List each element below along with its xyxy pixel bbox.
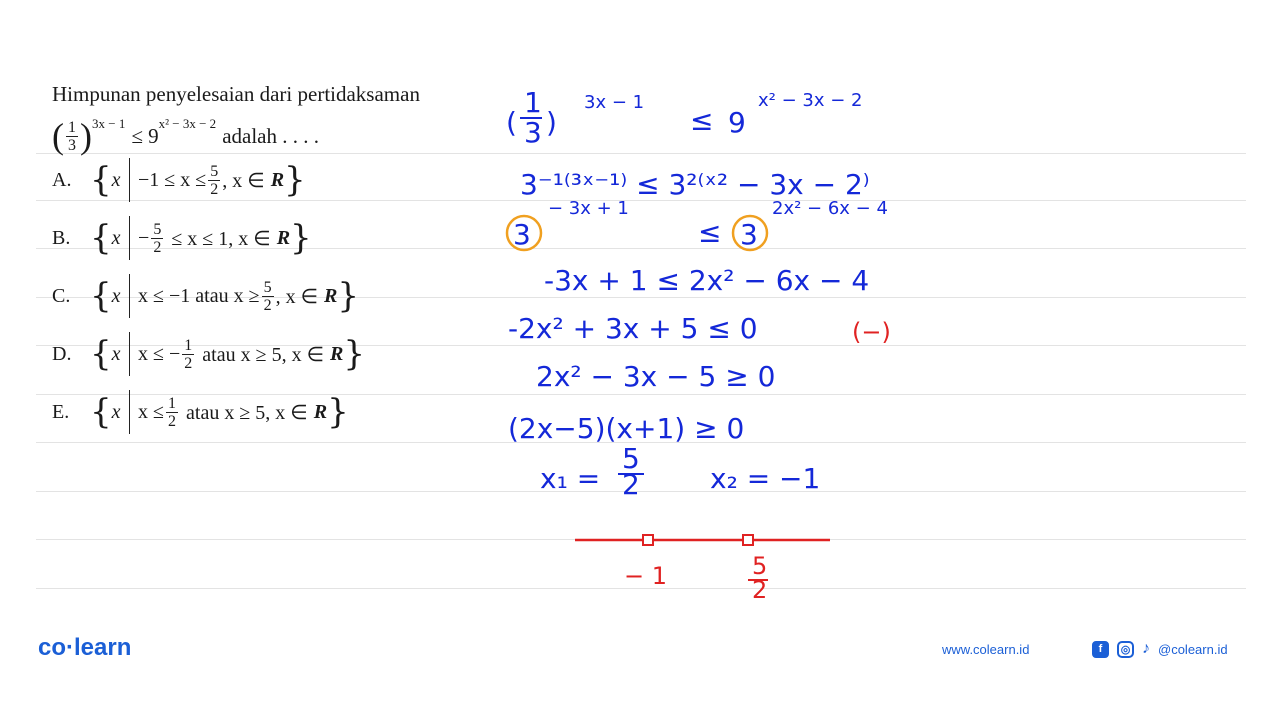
problem-tail: adalah . . . . (222, 123, 319, 148)
solution-line-6: 2x² − 3x − 5 ≥ 0 (536, 360, 776, 393)
solution-line-7: (2x−5)(x+1) ≥ 0 (508, 412, 745, 445)
solution-line-3 (507, 198, 888, 251)
roots (540, 442, 820, 501)
svg-text:(: ( (506, 106, 517, 139)
svg-text:3: 3 (513, 218, 531, 251)
number-line-label-right-num: 5 (752, 552, 768, 580)
svg-text:≤: ≤ (690, 104, 714, 137)
svg-text:2x² − 6x − 4: 2x² − 6x − 4 (772, 198, 888, 219)
number-line-label-left: − 1 (624, 562, 668, 590)
svg-text:2: 2 (622, 468, 640, 501)
svg-text:− 3x + 1: − 3x + 1 (548, 198, 629, 219)
svg-text:x² − 3x − 2: x² − 3x − 2 (758, 90, 863, 111)
svg-text:1: 1 (524, 86, 542, 119)
social-links (1092, 640, 1228, 658)
svg-text:3x − 1: 3x − 1 (584, 92, 645, 113)
root-x2: x₂ = −1 (710, 462, 821, 495)
svg-text:3: 3 (524, 116, 542, 149)
solution-line-2: 3⁻¹⁽³ˣ⁻¹⁾ ≤ 3²⁽ˣ² − 3x − 2⁾ (520, 168, 870, 201)
number-line-label-right-den: 2 (752, 576, 768, 604)
problem-title: Himpunan penyelesaian dari pertidaksaman (52, 82, 420, 106)
tiktok-icon[interactable]: ♪ (1142, 640, 1150, 657)
svg-text:3: 3 (740, 218, 758, 251)
sign-note: (−) (852, 318, 891, 346)
instagram-icon[interactable]: ◎ (1117, 641, 1134, 658)
social-handle[interactable]: @colearn.id (1158, 641, 1228, 657)
svg-text:5: 5 (622, 442, 640, 475)
option-c[interactable]: C. { x x ≤ −1 atau x ≥ $\frac{5}{2}$ , x ∈ R } (52, 276, 359, 316)
option-e[interactable]: E. { x x ≤ $\frac{1}{2}$ atau x ≥ 5, x ∈ R } (52, 392, 349, 432)
open-point (743, 535, 753, 545)
solution-line-1 (506, 86, 862, 149)
solution-line-4: -3x + 1 ≤ 2x² − 6x − 4 (544, 264, 870, 297)
open-point (643, 535, 653, 545)
option-a[interactable]: A. { x −1 ≤ x ≤ $\frac{5}{2}$ , x ∈ R } (52, 160, 306, 200)
root-x1: x₁ = (540, 462, 601, 495)
website-link[interactable]: www.colearn.id (942, 642, 1030, 657)
facebook-icon[interactable]: f (1092, 641, 1109, 658)
number-line (575, 535, 830, 604)
solution-line-5: -2x² + 3x + 5 ≤ 0 (508, 312, 758, 345)
svg-text:9: 9 (728, 106, 746, 139)
svg-text:): ) (546, 106, 557, 139)
svg-text:≤: ≤ (698, 216, 722, 249)
option-d[interactable]: D. { x x ≤ − $\frac{1}{2}$ atau x ≥ 5, x ∈ R } (52, 334, 365, 374)
option-b[interactable]: B. { x − $\frac{5}{2}$ ≤ x ≤ 1, x ∈ R } (52, 218, 312, 258)
colearn-logo: co·learn (38, 634, 132, 661)
problem-inequality: ( $\frac{1}{3}$ ) 3x − 1 ≤ 9 x² − 3x − 2 adalah . . . . (52, 116, 319, 156)
